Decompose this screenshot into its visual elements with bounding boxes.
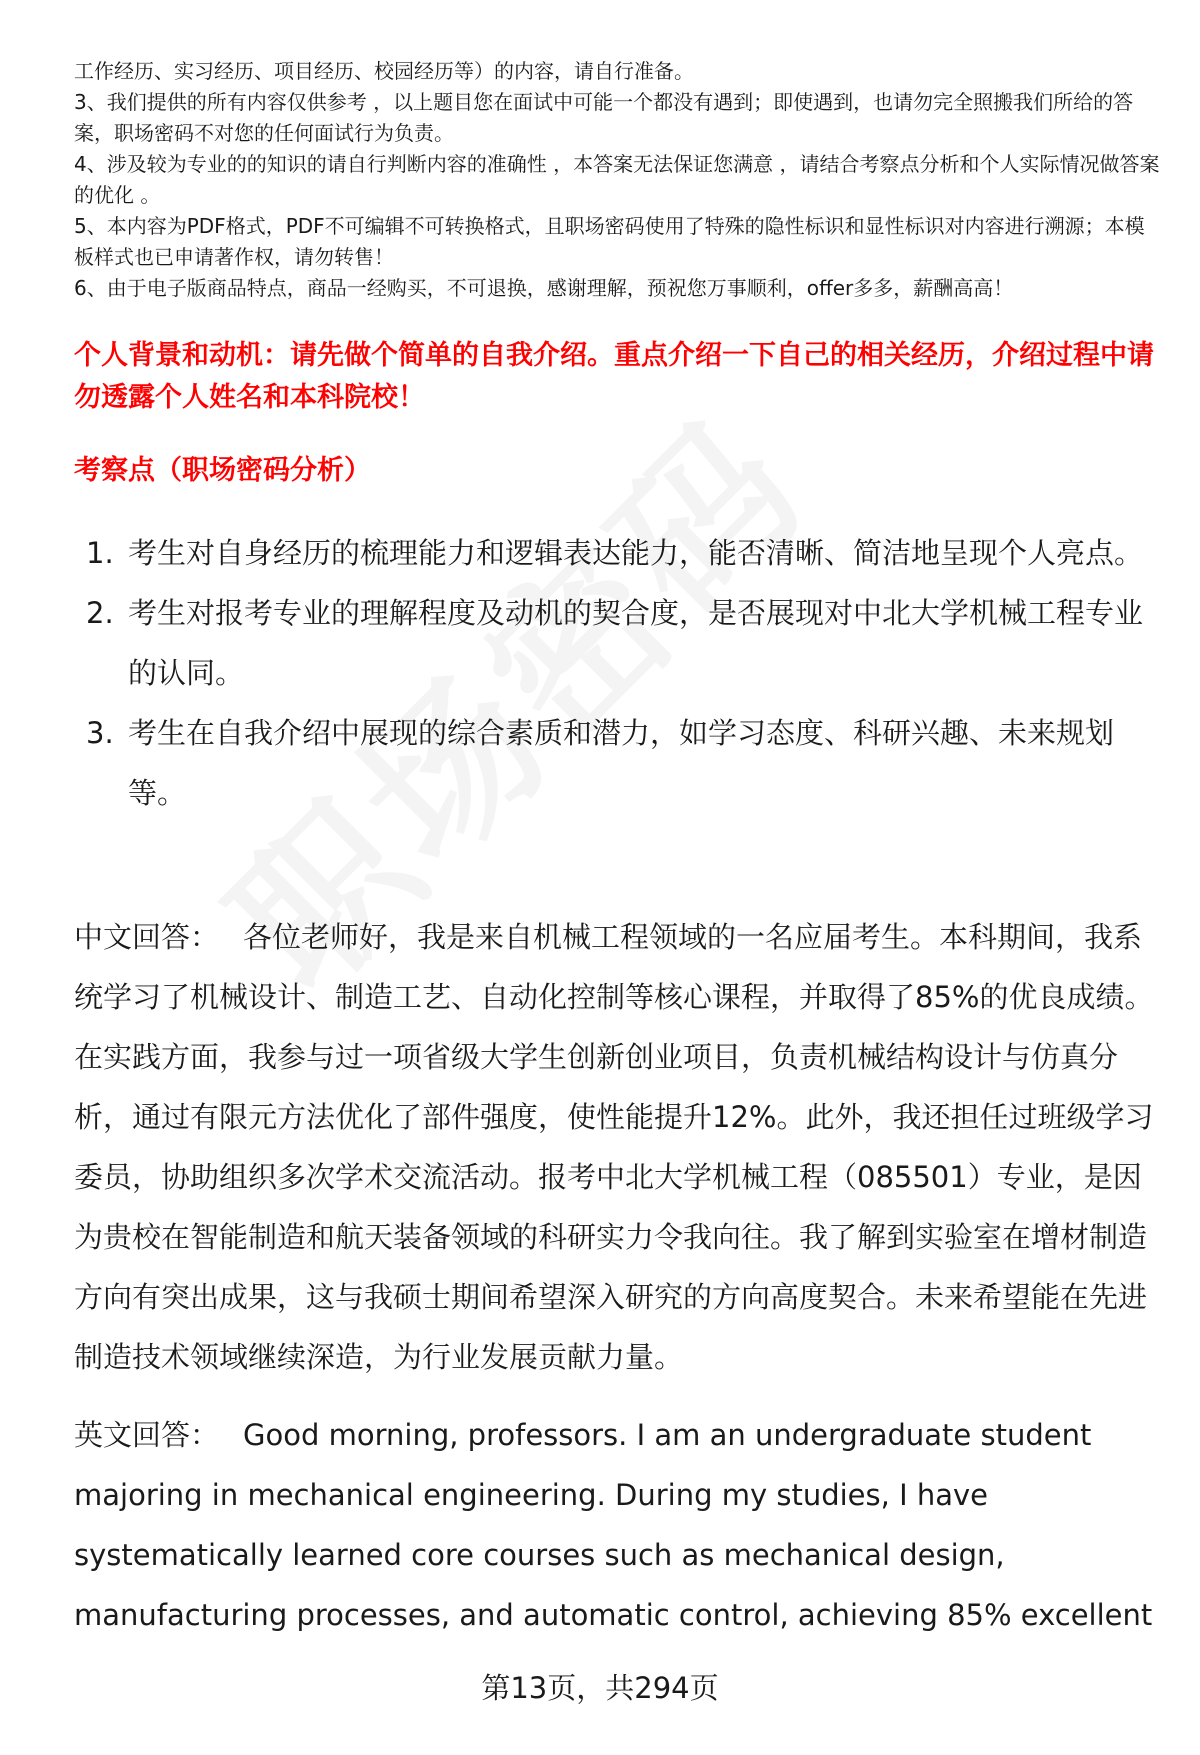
point-text: 考生对自身经历的梳理能力和逻辑表达能力，能否清晰、简洁地呈现个人亮点。 [128, 536, 1144, 570]
point-number: 2. [86, 596, 114, 630]
point-number: 1. [86, 536, 114, 570]
question-title: 个人背景和动机：请先做个简单的自我介绍。重点介绍一下自己的相关经历，介绍过程中请勿透露个人姓名和本科院校！ [74, 340, 1154, 413]
analysis-points-list [74, 523, 1154, 823]
chinese-answer [74, 907, 1164, 1387]
analysis-point [74, 583, 1154, 703]
analysis-heading: 考察点（职场密码分析） [74, 455, 371, 486]
disclaimer-notes [74, 56, 1164, 304]
point-text: 考生在自我介绍中展现的综合素质和潜力，如学习态度、科研兴趣、未来规划等。 [128, 716, 1115, 810]
note-item: 5、本内容为PDF格式，PDF不可编辑不可转换格式，且职场密码使用了特殊的隐性标识和显性标识对内容进行溯源；本模板样式也已申请著作权，请勿转售！ [74, 214, 1145, 269]
english-answer-text: Good morning, professors. I am an undergraduate student majoring in mechanical engineering. During my studies, I have systematically learned core courses such as mechanical design, manufacturing processes, and automatic control, achieving 85% excellent [74, 1418, 1153, 1632]
english-answer [74, 1405, 1164, 1645]
note-item: 3、我们提供的所有内容仅供参考 ，以上题目您在面试中可能一个都没有遇到；即使遇到，也请勿完全照搬我们所给的答案，职场密码不对您的任何面试行为负责。 [74, 90, 1134, 145]
page-footer: 第13页，共294页 [481, 1671, 719, 1705]
chinese-answer-label: 中文回答： [74, 920, 220, 954]
english-answer-label: 英文回答： [74, 1418, 220, 1452]
analysis-point [74, 523, 1154, 583]
point-text: 考生对报考专业的理解程度及动机的契合度，是否展现对中北大学机械工程专业的认同。 [128, 596, 1144, 690]
note-item: 工作经历、实习经历、项目经历、校园经历等）的内容，请自行准备。 [74, 59, 694, 83]
chinese-answer-text: 各位老师好，我是来自机械工程领域的一名应届考生。本科期间，我系统学习了机械设计、制造工艺、自动化控制等核心课程，并取得了85%的优良成绩。在实践方面，我参与过一项省级大学生创新创业项目，负责机械结构设计与仿真分析，通过有限元方法优化了部件强度，使性能提升12%。此外，我还担任过班级学习委员，协助组织多次学术交流活动。报考中北大学机械工程（085501）专业，是因为贵校在智能制造和航天装备领域的科研实力令我向往。我了解到实验室在增材制造方向有突出成果，这与我硕士期间希望深入研究的方向高度契合。未来希望能在先进制造技术领域继续深造，为行业发展贡献力量。 [74, 920, 1154, 1374]
note-item: 4、涉及较为专业的的知识的请自行判断内容的准确性 ，本答案无法保证您满意 ，请结合考察点分析和个人实际情况做答案的优化 。 [74, 152, 1160, 207]
point-number: 3. [86, 716, 114, 750]
analysis-point [74, 703, 1154, 823]
note-item: 6、由于电子版商品特点，商品一经购买，不可退换，感谢理解，预祝您万事顺利，offer多多，薪酬高高！ [74, 276, 1014, 300]
